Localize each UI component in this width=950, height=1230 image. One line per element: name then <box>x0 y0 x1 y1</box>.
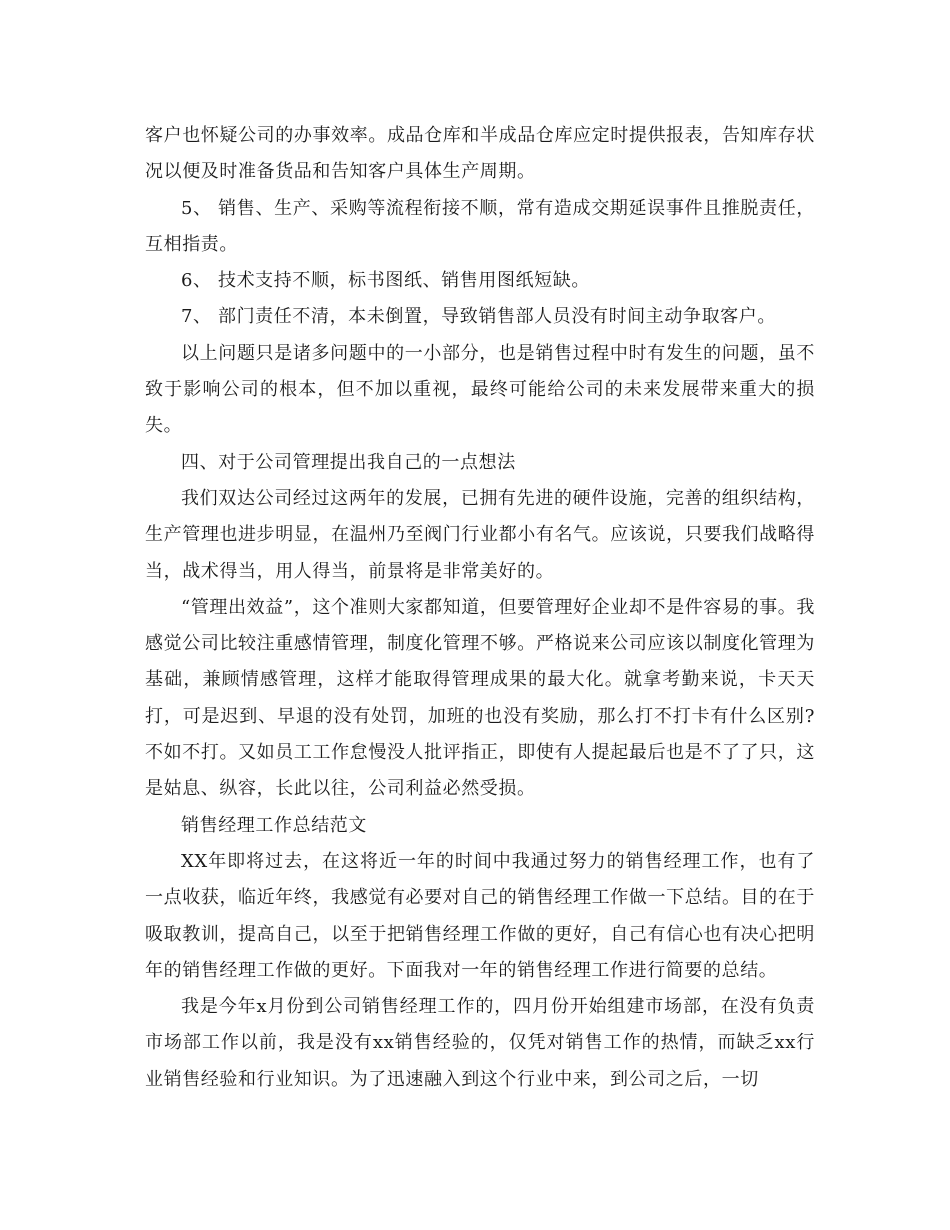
paragraph-item-6: 6、 技术支持不顺，标书图纸、销售用图纸短缺。 <box>181 270 590 292</box>
paragraph-management: “管理出效益”，这个准则大家都知道，但要管理好企业却不是件容易的事。我感觉公司比较注重感情管理，制度化管理不够。严格说来公司应该以制度化管理为基础，兼顾情感管理，这样才能取得管理成果的最大化。就拿考勤来说，卡天天打，可是迟到、早退的没有处罚，加班的也没有奖励，那么打不打卡有什么区别?不如不打。又如员工工作怠慢没人批评指正，即使有人提起最后也是不了了只，这是姑息、纵容，长此以往，公司利益必然受损。 <box>145 596 815 800</box>
document-body <box>145 118 815 1098</box>
paragraph-summary: 以上问题只是诸多问题中的一小部分，也是销售过程中时有发生的问题，虽不致于影响公司的根本，但不加以重视，最终可能给公司的未来发展带来重大的损失。 <box>145 342 815 437</box>
article-title: 销售经理工作总结范文 <box>181 814 367 836</box>
paragraph-item-5: 5、 销售、生产、采购等流程衔接不顺，常有造成交期延误事件且推脱责任，互相指责。 <box>145 197 815 255</box>
section-heading-4: 四、对于公司管理提出我自己的一点想法 <box>181 451 516 473</box>
paragraph-joining: 我是今年x月份到公司销售经理工作的，四月份开始组建市场部，在没有负责市场部工作以前，我是没有xx销售经验的，仅凭对销售工作的热情，而缺乏xx行业销售经验和行业知识。为了迅速融入到这个行业中来，到公司之后，一切 <box>145 996 815 1090</box>
paragraph-company-development: 我们双达公司经过这两年的发展，已拥有先进的硬件设施，完善的组织结构，生产管理也进步明显，在温州乃至阀门行业都小有名气。应该说，只要我们战略得当，战术得当，用人得当，前景将是非常美好的。 <box>145 487 815 582</box>
paragraph-item-7: 7、 部门责任不清，本未倒置，导致销售部人员没有时间主动争取客户。 <box>181 306 776 328</box>
paragraph-year-summary: XX年即将过去，在这将近一年的时间中我通过努力的销售经理工作，也有了一点收获，临近年终，我感觉有必要对自己的销售经理工作做一下总结。目的在于吸取教训，提高自己，以至于把销售经理工作做的更好，自己有信心也有决心把明年的销售经理工作做的更好。下面我对一年的销售经理工作进行简要的总结。 <box>145 850 815 981</box>
paragraph-1: 客户也怀疑公司的办事效率。成品仓库和半成品仓库应定时提供报表，告知库存状况以便及时准备货品和告知客户具体生产周期。 <box>145 125 815 183</box>
